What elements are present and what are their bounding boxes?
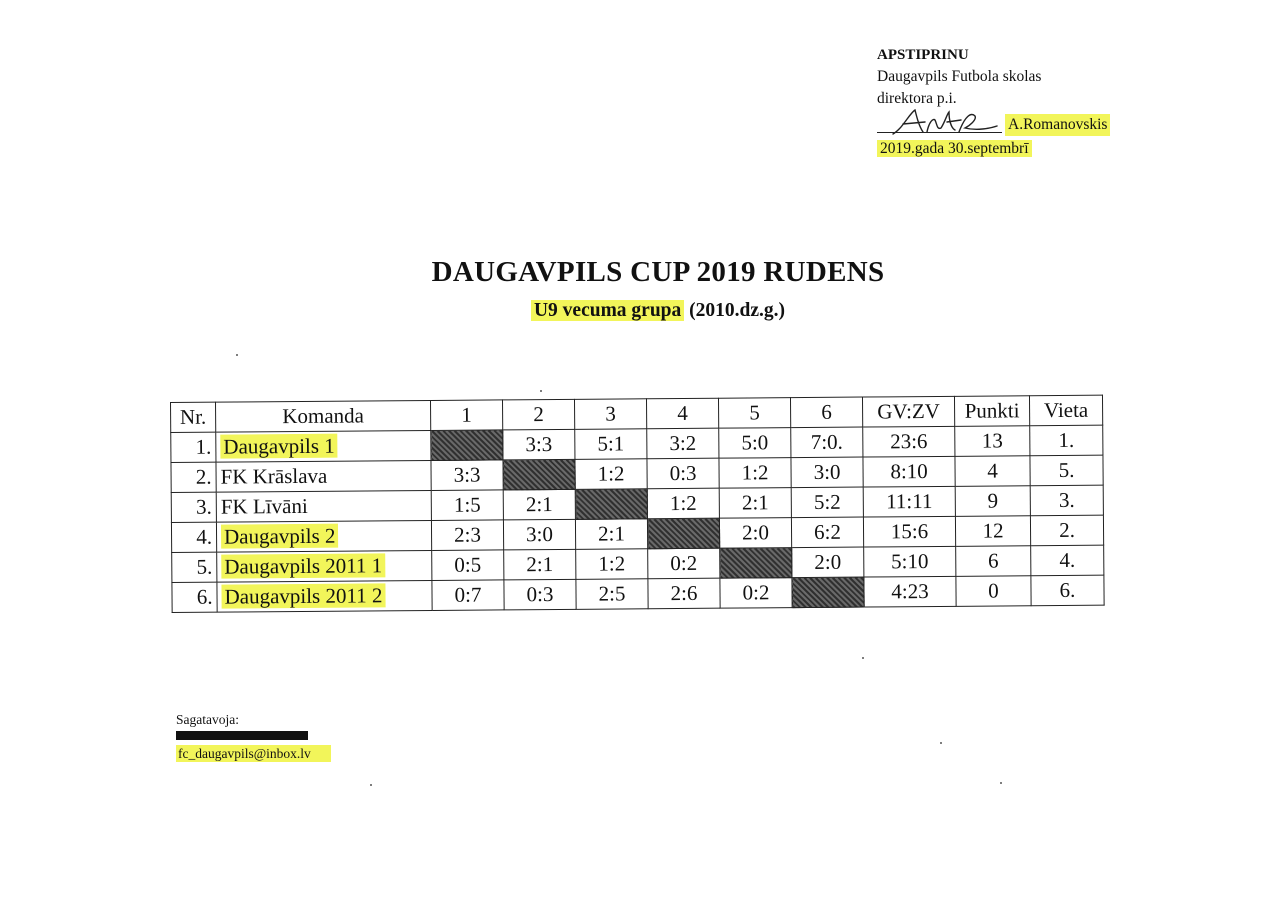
goals-cell: 15:6 <box>863 516 955 547</box>
page-subtitle <box>0 300 1273 322</box>
score-cell: 0:7 <box>432 580 504 611</box>
place-cell: 2. <box>1030 515 1103 546</box>
team-cell: FK Krāslava <box>216 460 431 492</box>
header-col-3: 3 <box>574 399 646 430</box>
score-cell: 5:2 <box>791 487 863 518</box>
team-cell <box>216 520 431 552</box>
score-cell: 0:3 <box>647 458 719 489</box>
header-col-2: 2 <box>502 399 574 430</box>
self-match-blocked-cell <box>503 459 575 490</box>
table-row <box>172 575 1104 612</box>
self-match-blocked-cell <box>431 430 503 461</box>
score-cell: 2:1 <box>575 519 647 550</box>
header-points: Punkti <box>954 396 1029 427</box>
score-cell: 0:2 <box>648 548 720 579</box>
score-cell: 2:5 <box>576 579 648 610</box>
signature-row <box>877 110 1167 138</box>
goals-cell: 5:10 <box>864 546 956 577</box>
place-cell: 4. <box>1031 545 1104 576</box>
score-cell: 3:2 <box>647 428 719 459</box>
row-number: 6. <box>172 582 217 612</box>
team-name: Daugavpils 2011 2 <box>221 583 385 608</box>
score-cell: 2:1 <box>719 488 791 519</box>
row-number: 2. <box>171 462 216 492</box>
points-cell: 6 <box>956 546 1031 577</box>
row-number: 4. <box>171 522 216 552</box>
score-cell: 1:2 <box>575 459 647 490</box>
team-name: Daugavpils 1 <box>220 434 338 459</box>
contact-email: fc_daugavpils@inbox.lv <box>176 745 331 762</box>
header-col-5: 5 <box>718 398 790 429</box>
header-team: Komanda <box>216 400 431 432</box>
header-col-6: 6 <box>790 397 862 428</box>
scan-speck <box>370 784 372 786</box>
approval-heading: APSTIPRINU <box>877 47 969 63</box>
place-cell: 1. <box>1030 425 1103 456</box>
header-col-4: 4 <box>646 398 718 429</box>
approval-block <box>877 44 1167 160</box>
score-cell: 6:2 <box>791 517 863 548</box>
scan-speck <box>940 742 942 744</box>
header-col-1: 1 <box>430 400 502 431</box>
points-cell: 0 <box>956 576 1031 607</box>
score-cell: 3:0 <box>791 457 863 488</box>
score-cell: 1:2 <box>647 488 719 519</box>
team-cell <box>216 430 431 462</box>
points-cell: 12 <box>955 516 1030 547</box>
prepared-label: Sagatavoja: <box>176 712 239 727</box>
score-cell: 7:0. <box>791 427 863 458</box>
team-cell <box>217 580 432 612</box>
score-cell: 1:2 <box>719 458 791 489</box>
score-cell: 2:0 <box>792 547 864 578</box>
score-cell: 1:2 <box>576 549 648 580</box>
scan-speck <box>540 390 542 392</box>
place-cell: 3. <box>1030 485 1103 516</box>
score-cell: 0:5 <box>432 550 504 581</box>
header-gvzv: GV:ZV <box>862 396 954 427</box>
handwritten-signature <box>889 108 999 138</box>
points-cell: 9 <box>955 486 1030 517</box>
self-match-blocked-cell <box>720 548 792 579</box>
score-cell: 2:1 <box>503 489 575 520</box>
redacted-name <box>176 731 308 740</box>
points-cell: 13 <box>955 426 1030 457</box>
score-cell: 2:3 <box>431 520 503 551</box>
goals-cell: 11:11 <box>863 486 955 517</box>
points-cell: 4 <box>955 456 1030 487</box>
score-cell: 2:6 <box>648 578 720 609</box>
score-cell: 5:0 <box>719 428 791 459</box>
birth-year: (2010.dz.g.) <box>684 300 786 321</box>
score-cell: 0:2 <box>720 578 792 609</box>
team-name: Daugavpils 2011 1 <box>221 553 385 578</box>
row-number: 1. <box>171 432 216 462</box>
results-table <box>170 395 1105 613</box>
score-cell: 3:3 <box>431 460 503 491</box>
score-cell: 5:1 <box>575 429 647 460</box>
goals-cell: 8:10 <box>863 456 955 487</box>
approval-line-1: Daugavpils Futbola skolas <box>877 68 1042 85</box>
goals-cell: 4:23 <box>864 576 956 607</box>
approval-date: 2019.gada 30.septembrī <box>877 140 1032 157</box>
scan-speck <box>862 657 864 659</box>
score-cell: 3:3 <box>503 429 575 460</box>
approval-line-2: direktora p.i. <box>877 90 957 107</box>
self-match-blocked-cell <box>792 577 864 608</box>
scan-speck <box>1000 782 1002 784</box>
header-place: Vieta <box>1029 395 1102 426</box>
header-nr: Nr. <box>171 402 216 432</box>
score-cell: 0:3 <box>504 579 576 610</box>
score-cell: 2:0 <box>719 518 791 549</box>
team-cell: FK Līvāni <box>216 490 431 522</box>
team-name: Daugavpils 2 <box>221 524 339 549</box>
goals-cell: 23:6 <box>863 426 955 457</box>
signer-name: A.Romanovskis <box>1005 114 1110 136</box>
scan-speck <box>236 354 238 356</box>
score-cell: 1:5 <box>431 490 503 521</box>
self-match-blocked-cell <box>575 489 647 520</box>
page-title: DAUGAVPILS CUP 2019 RUDENS <box>431 256 885 288</box>
age-group: U9 vecuma grupa <box>531 300 684 321</box>
place-cell: 5. <box>1030 455 1103 486</box>
team-cell <box>217 550 432 582</box>
row-number: 3. <box>171 492 216 522</box>
row-number: 5. <box>172 552 217 582</box>
place-cell: 6. <box>1031 575 1104 606</box>
score-cell: 3:0 <box>503 519 575 550</box>
self-match-blocked-cell <box>647 518 719 549</box>
prepared-by-block <box>176 710 331 763</box>
score-cell: 2:1 <box>504 549 576 580</box>
